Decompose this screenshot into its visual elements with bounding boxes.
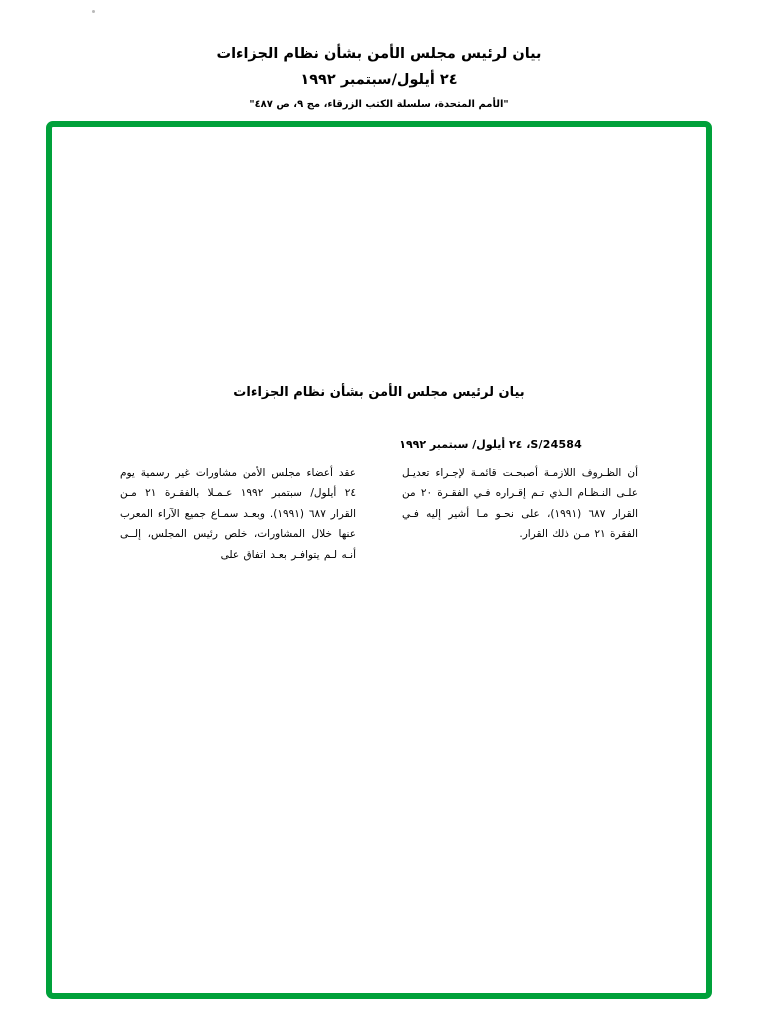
- body-paragraph-left: أن الظـروف اللازمـة أصبحـت قائمـة لإجـراء تعديـل علـى النـظـام الـذي تـم إقـراره فـي الفقـرة ٢٠ من القرار ٦٨٧ (١٩٩١)، على نحـو مـا أشير إليه فـي الفقرة ٢١ مـن ذلك القرار.: [402, 467, 638, 541]
- header-title-line-1: بيان لرئيس مجلس الأمن بشأن نظام الجزاءات: [216, 46, 542, 62]
- framed-page: [46, 121, 712, 999]
- header-title-line-2: ٢٤ أيلول/سبتمبر ١٩٩٢: [300, 71, 458, 88]
- document-date: ، ٢٤ أيلول/ سبتمبر ١٩٩٢: [399, 438, 531, 451]
- body-paragraph-right: عقد أعضاء مجلس الأمن مشاورات غير رسمية يوم ٢٤ أيلول/ سبتمبر ١٩٩٢ عـمـلا بالفقـرة ٢١ مـن القرار ٦٨٧ (١٩٩١). وبعـد سمـاع جميع الآراء المعرب عنها خلال المشاورات، خلص رئيس المجلس، إلــى أنـه لـم يتوافـر بعـد اتفاق على: [120, 467, 356, 561]
- body-column-right: [120, 463, 356, 565]
- document-header: [0, 44, 758, 110]
- document-meta: [332, 438, 582, 451]
- document-symbol: S/24584: [530, 438, 582, 451]
- body-column-left: [402, 463, 638, 565]
- page-title: بيان لرئيس مجلس الأمن بشأن نظام الجزاءات: [233, 385, 525, 400]
- header-source-citation: "الأمم المتحدة، سلسلة الكتب الزرقاء، مج ٩، ص ٤٨٧": [249, 99, 509, 111]
- page-content-area: [60, 135, 698, 985]
- scan-artifact-speck: [92, 10, 95, 13]
- two-column-body: [120, 463, 638, 565]
